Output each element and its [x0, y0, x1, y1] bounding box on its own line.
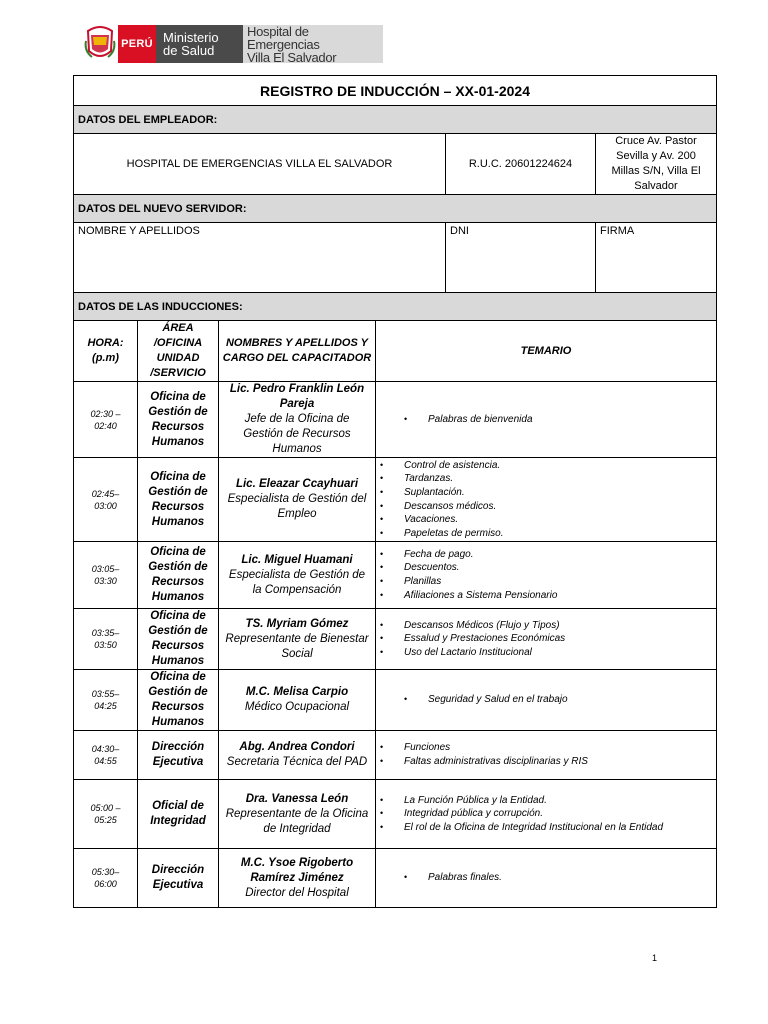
row-time-line: 04:30– [91, 744, 120, 754]
page-number: 1 [652, 953, 658, 963]
row-area-line: Recursos [151, 500, 205, 513]
table-row [74, 609, 717, 670]
row-time [74, 670, 138, 731]
logo-country: PERÚ [118, 25, 156, 63]
row-time [74, 609, 138, 670]
row-trainer-role: Gestión de Recursos [243, 428, 351, 440]
topic-list [378, 871, 714, 885]
row-area-line: Integridad [150, 815, 206, 827]
topic-item: • El rol de la Oficina de Integridad Institucional en la Entidad [404, 821, 714, 835]
logo-ministry [156, 25, 243, 63]
column-header-hour-line-2: (p.m) [92, 352, 119, 364]
row-area-line: Oficina de [150, 390, 206, 403]
table-row [74, 382, 717, 458]
row-time-line: 06:00 [94, 879, 117, 889]
column-header-area-line-4: /SERVICIO [150, 367, 206, 379]
table-row [74, 670, 717, 731]
column-header-hour-line-1: HORA: [87, 337, 124, 349]
topic-item: • Uso del Lactario Institucional [404, 646, 714, 660]
row-area-line: Oficial de [152, 800, 204, 812]
row-area [138, 458, 219, 542]
topic-item: • Afiliaciones a Sistema Pensionario [404, 589, 714, 603]
column-header-trainer [219, 321, 376, 382]
employer-address-line-1: Cruce Av. Pastor Sevilla y Av. 200 [615, 135, 697, 162]
row-area-line: Gestión de [148, 686, 208, 698]
row-area [138, 731, 219, 780]
topic-item: • Descansos Médicos (Flujo y Tipos) [404, 619, 714, 633]
topic-item: • Descuentos. [404, 561, 714, 575]
row-trainer [219, 609, 376, 670]
employer-address-line-2: Millas S/N, Villa El Salvador [611, 165, 701, 192]
row-topics [376, 670, 717, 731]
row-area-line: Gestión de [148, 405, 208, 418]
row-trainer-role: Director del Hospital [245, 886, 349, 899]
row-time [74, 849, 138, 908]
topic-list [378, 459, 714, 541]
row-area-line: Humanos [151, 716, 205, 728]
row-trainer-name: M.C. Ysoe Rigoberto [240, 856, 354, 869]
row-trainer-name: Ramírez Jiménez [250, 871, 344, 884]
servant-name-field[interactable] [74, 223, 446, 293]
header-logo [84, 25, 383, 63]
induction-form-table [73, 75, 717, 908]
row-time-line: 03:55– [91, 689, 120, 699]
row-topics [376, 609, 717, 670]
row-area-line: Dirección [151, 864, 205, 876]
row-area-line: Oficina de [150, 671, 206, 683]
row-area-line: Recursos [151, 701, 205, 713]
row-trainer-role: Especialista de Gestión del [227, 493, 367, 505]
employer-name: HOSPITAL DE EMERGENCIAS VILLA EL SALVADOR [74, 134, 446, 195]
row-trainer-name: Pareja [279, 398, 315, 410]
row-time-line: 05:25 [94, 815, 117, 825]
row-trainer-role: Representante de la Oficina [225, 807, 369, 820]
employer-address [596, 134, 717, 195]
topic-item: • Seguridad y Salud en el trabajo [428, 693, 714, 707]
row-area-line: Oficina de [150, 546, 206, 558]
row-trainer-role: la Compensación [252, 583, 342, 596]
row-area-line: Recursos [151, 640, 205, 652]
column-header-area [138, 321, 219, 382]
column-header-topics: TEMARIO [376, 321, 717, 382]
servant-name-label: NOMBRE Y APELLIDOS [78, 225, 200, 237]
row-trainer-name: Lic. Pedro Franklin León [229, 383, 365, 395]
topic-item: • Planillas [404, 575, 714, 589]
servant-signature-field[interactable] [596, 223, 717, 293]
row-trainer-name: Lic. Eleazar Ccayhuari [235, 478, 359, 490]
row-area [138, 670, 219, 731]
row-time-line: 04:25 [94, 701, 117, 711]
row-trainer-name: TS. Myriam Gómez [245, 617, 349, 630]
row-area-line: Oficina de [150, 610, 206, 622]
table-row [74, 731, 717, 780]
row-area-line: Ejecutiva [152, 879, 204, 891]
topic-item: • Vacaciones. [404, 513, 714, 527]
row-topics [376, 849, 717, 908]
topic-item: • Palabras de bienvenida [428, 413, 714, 427]
row-time-line: 02:40 [94, 420, 117, 431]
row-trainer-role: Especialista de Gestión de [228, 568, 366, 581]
row-area-line: Humanos [151, 435, 205, 448]
row-area-line: Humanos [151, 655, 205, 667]
table-row [74, 542, 717, 609]
topic-list [378, 548, 714, 602]
servant-dni-field[interactable] [446, 223, 596, 293]
row-area-line: Humanos [151, 515, 205, 528]
column-header-area-line-2: /OFICINA [153, 337, 203, 349]
row-time [74, 780, 138, 849]
row-area [138, 609, 219, 670]
row-time-line: 02:45– [91, 488, 120, 499]
row-trainer [219, 458, 376, 542]
inductions-section-header: DATOS DE LAS INDUCCIONES: [74, 293, 717, 321]
row-area [138, 780, 219, 849]
servant-signature-label: FIRMA [600, 225, 635, 237]
row-time [74, 731, 138, 780]
logo-ministry-line-1: Ministerio [163, 30, 219, 45]
row-area-line: Recursos [151, 420, 205, 433]
topic-item: • Suplantación. [404, 486, 714, 500]
topic-item: • Faltas administrativas disciplinarias y RIS [404, 755, 714, 769]
row-time [74, 382, 138, 458]
row-topics [376, 780, 717, 849]
row-time-line: 04:55 [94, 756, 117, 766]
topic-list [378, 741, 714, 768]
row-time-line: 05:30– [91, 867, 120, 877]
row-time-line: 03:30 [94, 576, 117, 586]
row-area-line: Humanos [151, 591, 205, 603]
topic-list [378, 794, 714, 835]
row-trainer-role: Médico Ocupacional [244, 701, 350, 713]
row-trainer-name: M.C. Melisa Carpio [245, 686, 349, 698]
row-trainer-role: Empleo [277, 508, 317, 520]
logo-hospital-line-1: Hospital de Emergencias [247, 23, 320, 52]
row-trainer [219, 542, 376, 609]
row-area [138, 849, 219, 908]
row-time-line: 03:50 [94, 640, 117, 650]
row-area-line: Ejecutiva [152, 756, 204, 768]
topic-item: • Control de asistencia. [404, 459, 714, 473]
row-time-line: 03:00 [94, 500, 117, 511]
topic-item: • Funciones [404, 741, 714, 755]
induction-rows [74, 382, 717, 908]
row-trainer-name: Abg. Andrea Condori [239, 741, 355, 753]
row-area-line: Oficina de [150, 470, 206, 483]
table-row [74, 849, 717, 908]
row-time-line: 03:35– [91, 628, 120, 638]
row-topics [376, 382, 717, 458]
table-row [74, 780, 717, 849]
row-time-line: 05:00 – [90, 803, 121, 813]
logo-hospital-line-2: Villa El Salvador [247, 49, 337, 65]
topic-item: • Descansos médicos. [404, 500, 714, 514]
row-trainer-role: Social [281, 647, 313, 660]
topic-list [378, 693, 714, 707]
table-row [74, 458, 717, 542]
row-time-line: 03:05– [91, 564, 120, 574]
column-header-area-line-1: ÁREA [162, 322, 194, 334]
topic-item: • Essalud y Prestaciones Económicas [404, 632, 714, 646]
row-area-line: Gestión de [148, 561, 208, 573]
servant-section-header: DATOS DEL NUEVO SERVIDOR: [74, 195, 717, 223]
row-topics [376, 458, 717, 542]
topic-item: • Fecha de pago. [404, 548, 714, 562]
form-title: REGISTRO DE INDUCCIÓN – XX-01-2024 [74, 76, 717, 106]
row-area [138, 382, 219, 458]
row-area-line: Dirección [151, 741, 205, 753]
row-topics [376, 542, 717, 609]
row-area-line: Recursos [151, 576, 205, 588]
row-trainer [219, 731, 376, 780]
row-trainer [219, 849, 376, 908]
row-time [74, 542, 138, 609]
row-trainer-role: Jefe de la Oficina de [244, 413, 350, 425]
topic-item: • Tardanzas. [404, 472, 714, 486]
topic-item: • Integridad pública y corrupción. [404, 807, 714, 821]
employer-section-header: DATOS DEL EMPLEADOR: [74, 106, 717, 134]
column-header-area-line-3: UNIDAD [156, 352, 200, 364]
row-trainer-role: Secretaria Técnica del PAD [226, 756, 368, 768]
row-area-line: Gestión de [148, 625, 208, 637]
row-trainer [219, 670, 376, 731]
row-trainer [219, 382, 376, 458]
employer-ruc: R.U.C. 20601224624 [446, 134, 596, 195]
logo-ministry-line-2: de Salud [163, 43, 215, 58]
row-area-line: Gestión de [148, 485, 208, 498]
row-trainer-role: Humanos [272, 443, 322, 455]
row-time-line: 02:30 – [90, 408, 121, 419]
row-topics [376, 731, 717, 780]
topic-list [378, 619, 714, 660]
logo-hospital [243, 25, 383, 63]
column-header-hour [74, 321, 138, 382]
topic-item: • La Función Pública y la Entidad. [404, 794, 714, 808]
topic-list [378, 413, 714, 427]
row-trainer-name: Lic. Miguel Huamani [241, 553, 353, 566]
coat-of-arms-icon [84, 25, 116, 63]
row-area [138, 542, 219, 609]
row-trainer-role: Representante de Bienestar [225, 632, 369, 645]
topic-item: • Palabras finales. [428, 871, 714, 885]
servant-dni-label: DNI [450, 225, 469, 237]
topic-item: • Papeletas de permiso. [404, 527, 714, 541]
row-trainer-role: de Integridad [263, 822, 331, 835]
row-time [74, 458, 138, 542]
row-trainer [219, 780, 376, 849]
column-header-trainer-line-1: NOMBRES Y APELLIDOS Y [225, 337, 368, 349]
row-trainer-name: Dra. Vanessa León [245, 792, 349, 805]
column-header-trainer-line-2: CARGO DEL CAPACITADOR [222, 352, 372, 364]
